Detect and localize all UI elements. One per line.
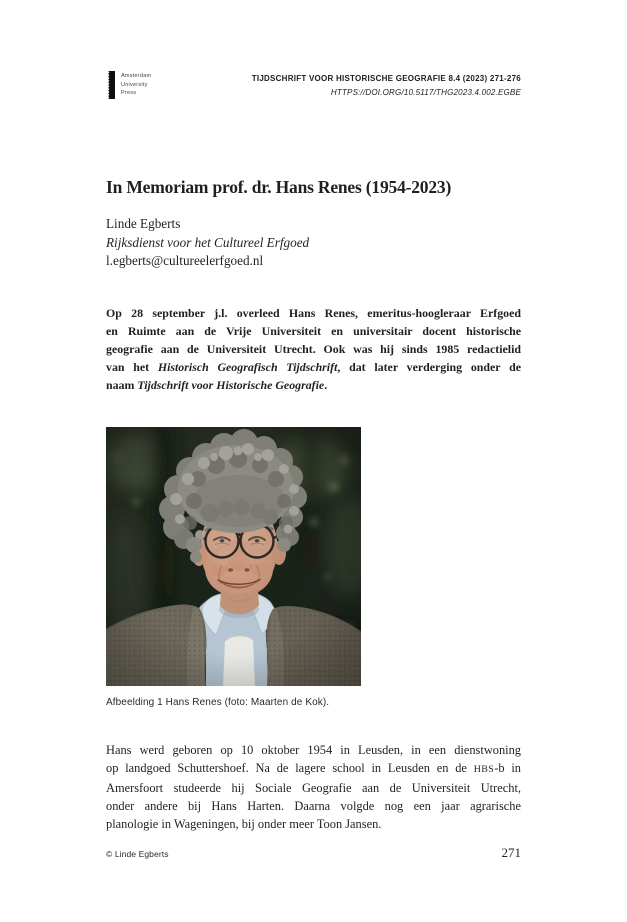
author-name: Linde Egberts — [106, 216, 181, 231]
abstract-paragraph — [106, 304, 521, 394]
body-line: Amersfoort studeerde hij Sociale Geografie aan de Universiteit Utrecht, — [106, 781, 521, 795]
journal-header — [252, 74, 521, 97]
page-number: 271 — [501, 845, 521, 860]
intro-line: geografie aan de Universiteit Utrecht. Ook was hij sinds 1985 redactielid — [106, 342, 521, 356]
article-title: In Memoriam prof. dr. Hans Renes (1954-2023) — [106, 177, 452, 197]
doi-line: HTTPS://DOI.ORG/10.5117/THG2023.4.002.EGBE — [330, 88, 521, 97]
footer-copyright: © Linde Egberts — [106, 849, 169, 859]
logo-line: Amsterdam — [121, 73, 152, 79]
portrait-photo-image — [106, 427, 361, 686]
intro-line: van het Historisch Geografisch Tijdschrift, dat later verderging onder de — [106, 360, 521, 374]
portrait-photo — [106, 427, 361, 686]
body-line: Hans werd geboren op 10 oktober 1954 in Leusden, in een dienstwoning — [106, 743, 521, 757]
publisher-logo-text — [121, 72, 151, 98]
logo-line: Press — [121, 90, 137, 97]
intro-line: naam Tijdschrift voor Historische Geografie. — [106, 378, 328, 392]
author-affiliation: Rijksdienst voor het Cultureel Erfgoed — [106, 234, 310, 250]
aup-logo-icon — [106, 71, 115, 104]
journal-title-line: TIJDSCHRIFT VOOR HISTORISCHE GEOGRAFIE 8.4 (2023) 271-276 — [251, 74, 521, 83]
intro-line: Op 28 september j.l. overleed Hans Renes, emeritus-hoogleraar Erfgoed — [106, 306, 521, 320]
author-email: l.egberts@cultureelerfgoed.nl — [106, 253, 264, 268]
body-paragraph — [106, 741, 521, 833]
body-line: planologie in Wageningen, bij onder meer Toon Jansen. — [106, 817, 382, 831]
author-block — [106, 215, 309, 271]
logo-line: University — [121, 81, 148, 88]
intro-line: en Ruimte aan de Vrije Universiteit en universitair docent historische — [106, 324, 521, 338]
body-line: op landgoed Schuttershoef. Na de lagere school in Leusden en de HBS-b in — [106, 761, 521, 775]
body-line: onder andere bij Hans Harten. Daarna volgde nog een jaar agrarische — [106, 799, 521, 813]
figure-caption: Afbeelding 1 Hans Renes (foto: Maarten de Kok). — [106, 697, 330, 708]
